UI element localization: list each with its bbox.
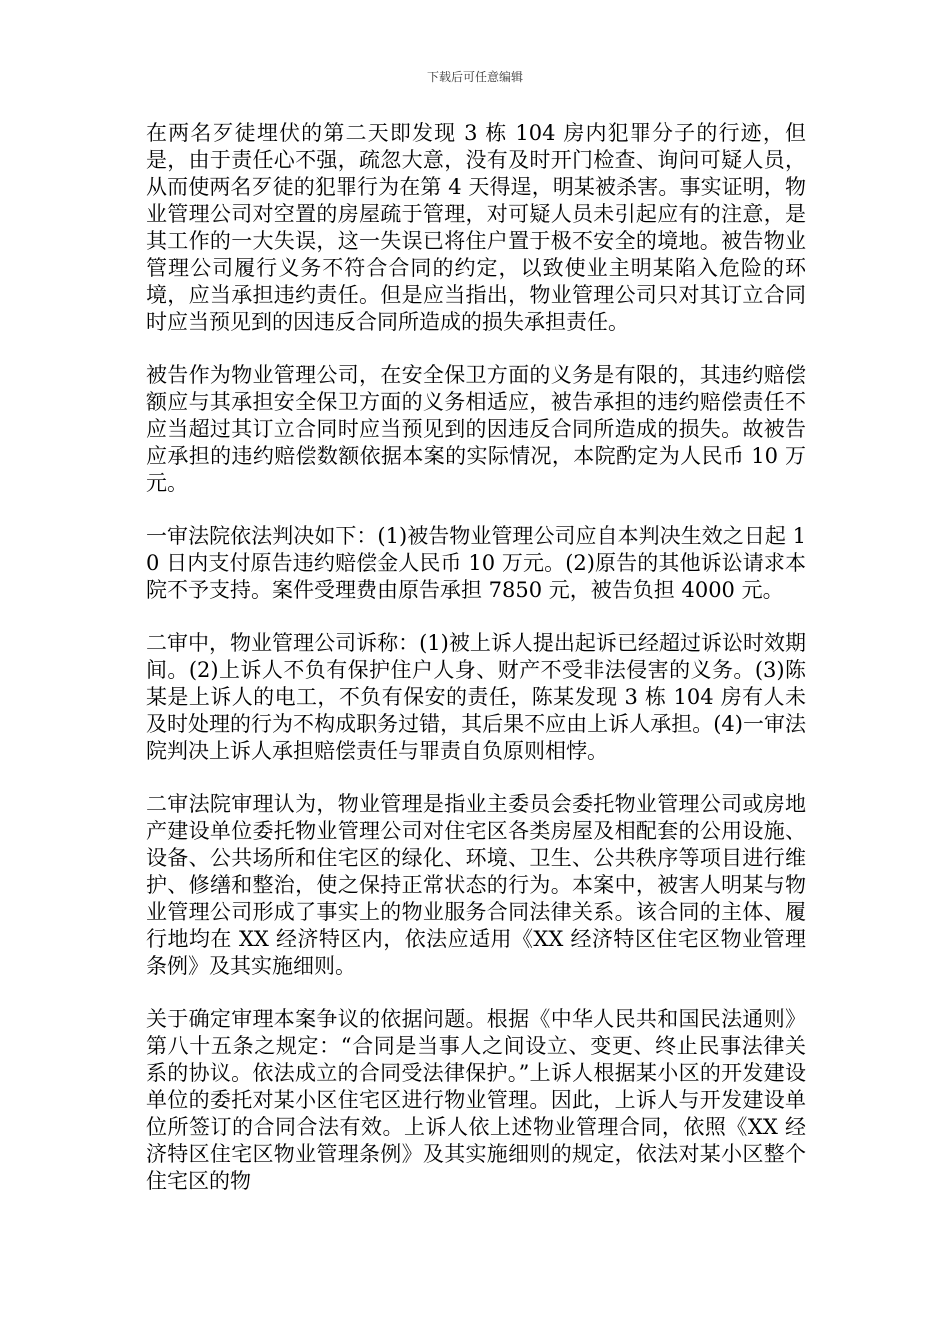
paragraph-1: 在两名歹徒埋伏的第二天即发现 3 栋 104 房内犯罪分子的行迹，但是，由于责任心不强，疏忽大意，没有及时开门检查、询问可疑人员，从而使两名歹徒的犯罪行为在第 4 天得逞，明某被杀害。事实证明，物业管理公司对空置的房屋疏于管理，对可疑人员未引起应有的注意，是其工作的一大失误，这一失误已将住户置于极不安全的境地。被告物业管理公司履行义务不符合合同的约定，以致使业主明某陷入危险的环境，应当承担违约责任。但是应当指出，物业管理公司只对其订立合同时应当预见到的因违反合同所造成的损失承担责任。 — [146, 121, 806, 334]
page-header: 下载后可任意编辑 — [426, 70, 523, 84]
paragraph-2: 被告作为物业管理公司，在安全保卫方面的义务是有限的，其违约赔偿额应与其承担安全保卫方面的义务相适应，被告承担的违约赔偿责任不应当超过其订立合同时应当预见到的因违反合同所造成的损失。故被告应承担的违约赔偿数额依据本案的实际情况，本院酌定为人民币 10 万元。 — [146, 363, 806, 495]
paragraph-6: 关于确定审理本案争议的依据问题。根据《中华人民共和国民法通则》第八十五条之规定：“合同是当事人之间设立、变更、终止民事法律关系的协议。依法成立的合同受法律保护。”上诉人根据某小区的开发建设单位的委托对某小区住宅区进行物业管理。因此，上诉人与开发建设单位所签订的合同合法有效。上诉人依上述物业管理合同，依照《XX 经济特区住宅区物业管理条例》及其实施细则的规定，依法对某小区整个住宅区的物 — [146, 1007, 806, 1193]
paragraph-3: 一审法院依法判决如下：(1)被告物业管理公司应自本判决生效之日起 10 日内支付原告违约赔偿金人民币 10 万元。(2)原告的其他诉讼请求本院不予支持。案件受理费由原告承担 7850 元，被告负担 4000 元。 — [146, 524, 806, 602]
document-body — [146, 120, 806, 1221]
paragraph-4: 二审中，物业管理公司诉称：(1)被上诉人提出起诉已经超过诉讼时效期间。(2)上诉人不负有保护住户人身、财产不受非法侵害的义务。(3)陈某是上诉人的电工，不负有保安的责任，陈某发现 3 栋 104 房有人未及时处理的行为不构成职务过错，其后果不应由上诉人承担。(4)一审法院判决上诉人承担赔偿责任与罪责自负原则相悖。 — [146, 631, 806, 763]
paragraph-5: 二审法院审理认为，物业管理是指业主委员会委托物业管理公司或房地产建设单位委托物业管理公司对住宅区各类房屋及相配套的公用设施、设备、公共场所和住宅区的绿化、环境、卫生、公共秩序等项目进行维护、修缮和整治，使之保持正常状态的行为。本案中，被害人明某与物业管理公司形成了事实上的物业服务合同法律关系。该合同的主体、履行地均在 XX 经济特区内，依法应适用《XX 经济特区住宅区物业管理条例》及其实施细则。 — [146, 792, 806, 978]
